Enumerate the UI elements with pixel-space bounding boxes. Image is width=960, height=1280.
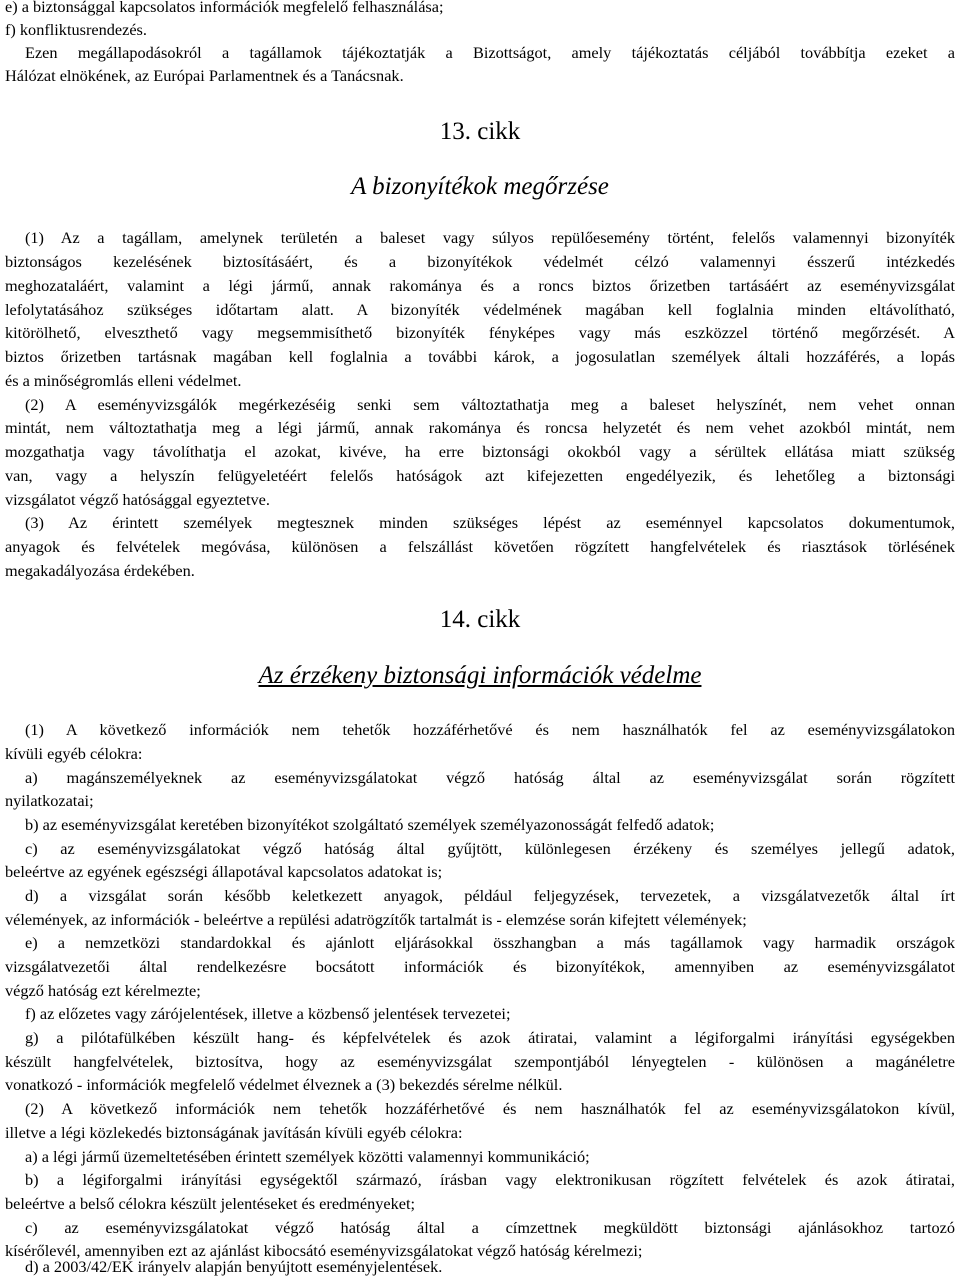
paragraph-line: lefolytatásához szükséges időtartam alatt. A bizonyíték védelmének magában kell foglalnia minden eltávolítható, bbox=[5, 300, 955, 319]
paragraph-line: illetve a légi közlekedés biztonságának javításán kívüli egyéb célokra: bbox=[5, 1123, 463, 1142]
list-item: g) a pilótafülkében készült hang- és képfelvételek és azok átiratai, valamint a légiforgalmi irányítási egységekben bbox=[25, 1028, 955, 1047]
paragraph-line: (1) Az a tagállam, amelynek területén a baleset vagy súlyos repülőesemény történt, felelős valamennyi bizonyíték bbox=[25, 228, 955, 247]
list-item: beleértve az egyének egészségi állapotával kapcsolatos adatokat is; bbox=[5, 862, 443, 881]
paragraph-line: kitörölhető, elveszthető vagy megsemmisíthető bizonyíték fényképes vagy más eszközzel történő megőrzését. A bbox=[5, 323, 955, 342]
list-item: d) a 2003/42/EK irányelv alapján benyújtott eseményjelentések. bbox=[25, 1257, 443, 1276]
paragraph-line: kívüli egyéb célokra: bbox=[5, 744, 143, 763]
paragraph-line: van, vagy a helyszín felügyeletéért felelős hatóságok azt kifejezetten engedélyezik, és lehetőleg a biztonsági bbox=[5, 466, 955, 485]
article-13-number: 13. cikk bbox=[439, 118, 521, 145]
paragraph-line: anyagok és felvételek megóvása, különösen a felszállást követően rögzített hangfelvételek és riasztások törlésének bbox=[5, 537, 955, 556]
paragraph-line: biztos őrizetben tartásnak magában kell foglalnia a további károk, a jogosulatlan személyek általi hozzáférés, a lopás bbox=[5, 347, 955, 366]
list-item: vélemények, az információk - beleértve a repülési adatrögzítők tartalmát is - elemzése során kifejtett vélemények; bbox=[5, 910, 747, 929]
list-item: b) a légiforgalmi irányítási egységektől származó, írásban vagy elektronikusan rögzített felvételek és azok átiratai, bbox=[25, 1170, 955, 1189]
list-item: a) a légi jármű üzemeltetésében érintett személyek közötti valamennyi kommunikáció; bbox=[25, 1147, 590, 1166]
list-item: beleértve a belső célokra készült jelentéseket és eredményeket; bbox=[5, 1194, 415, 1213]
list-item: c) az eseményvizsgálatokat végző hatóság által gyűjtött, különlegesen érzékeny és személyes jellegű adatok, bbox=[25, 839, 955, 858]
list-item: e) a biztonsággal kapcsolatos információk megfelelő felhasználása; bbox=[5, 0, 444, 16]
paragraph-line: Ezen megállapodásokról a tagállamok tájékoztatják a Bizottságot, amely tájékoztatás céljából továbbítja ezeket a bbox=[25, 43, 955, 62]
paragraph-line: megakadályozása érdekében. bbox=[5, 561, 195, 580]
paragraph-line: biztonságos kezelésének biztosításáért, és a bizonyítékok védelmét célzó valamennyi ésszerű intézkedés bbox=[5, 252, 955, 271]
paragraph-line: (2) A eseményvizsgálók megérkezéséig senki sem változtathatja meg a baleset helyszínét, nem vehet onnan bbox=[25, 395, 955, 414]
article-13-title: A bizonyítékok megőrzése bbox=[351, 173, 609, 200]
list-item: készült hangfelvételek, biztosítva, hogy az eseményvizsgálat szempontjából lényegtelen - különösen a magánéletre bbox=[5, 1052, 955, 1071]
paragraph-line: meghozataláért, valamint a légi jármű, annak rakománya és a roncs biztos őrizetben tartásáért az eseményvizsgálat bbox=[5, 276, 955, 295]
paragraph-line: mozgathatja vagy távolíthatja el azokat, kivéve, ha erre biztonsági okokból vagy a sérültek ellátása miatt szükség bbox=[5, 442, 955, 461]
list-item: f) konfliktusrendezés. bbox=[5, 20, 147, 39]
paragraph-line: (3) Az érintett személyek megtesznek minden szükséges lépést az eseménnyel kapcsolatos dokumentumok, bbox=[25, 513, 955, 532]
list-item: e) a nemzetközi standardokkal és ajánlott eljárásokkal összhangban a más tagállamok vagy harmadik országok bbox=[25, 933, 955, 952]
paragraph-line: mintát, nem változtathatja meg a légi jármű, annak rakománya és roncsa helyzetét és nem vehet azokból mintát, nem bbox=[5, 418, 955, 437]
list-item: vonatkozó - információk megfelelő védelmet élveznek a (3) bekezdés sérelme nélkül. bbox=[5, 1075, 563, 1094]
list-item: a) magánszemélyeknek az eseményvizsgálatokat végző hatóság által az eseményvizsgálat során rögzített bbox=[25, 768, 955, 787]
list-item: b) az eseményvizsgálat keretében bizonyítékot szolgáltató személyek személyazonosságát felfedő adatok; bbox=[25, 815, 715, 834]
article-14-title: Az érzékeny biztonsági információk védelme bbox=[258, 662, 702, 689]
list-item: kísérőlevél, amennyiben ezt az ajánlást kibocsátó eseményvizsgálatokat végző hatóság kérelmezi; bbox=[5, 1241, 643, 1260]
list-item: d) a vizsgálat során később keletkezett anyagok, például feljegyzések, tervezetek, a vizsgálatvezetők által írt bbox=[25, 886, 955, 905]
list-item: vizsgálatvezetői által rendelkezésre bocsátott információk és bizonyítékok, amennyiben az eseményvizsgálatot bbox=[5, 957, 955, 976]
paragraph-line: (2) A következő információk nem tehetők hozzáférhetővé és nem használhatók fel az eseményvizsgálatokon kívül, bbox=[25, 1099, 955, 1118]
list-item: végző hatóság ezt kérelmezte; bbox=[5, 981, 201, 1000]
paragraph-line: Hálózat elnökének, az Európai Parlamentnek és a Tanácsnak. bbox=[5, 66, 404, 85]
paragraph-line: (1) A következő információk nem tehetők hozzáférhetővé és nem használhatók fel az eseményvizsgálatokon bbox=[25, 720, 955, 739]
list-item: nyilatkozatai; bbox=[5, 791, 94, 810]
paragraph-line: vizsgálatot végző hatósággal egyeztetve. bbox=[5, 490, 270, 509]
list-item: c) az eseményvizsgálatokat végző hatóság által a címzettnek megküldött biztonsági ajánlásokhoz tartozó bbox=[25, 1218, 955, 1237]
article-14-number: 14. cikk bbox=[439, 606, 521, 633]
list-item: f) az előzetes vagy zárójelentések, illetve a közbenső jelentések tervezetei; bbox=[25, 1004, 511, 1023]
paragraph-line: és a minőségromlás elleni védelmet. bbox=[5, 371, 242, 390]
